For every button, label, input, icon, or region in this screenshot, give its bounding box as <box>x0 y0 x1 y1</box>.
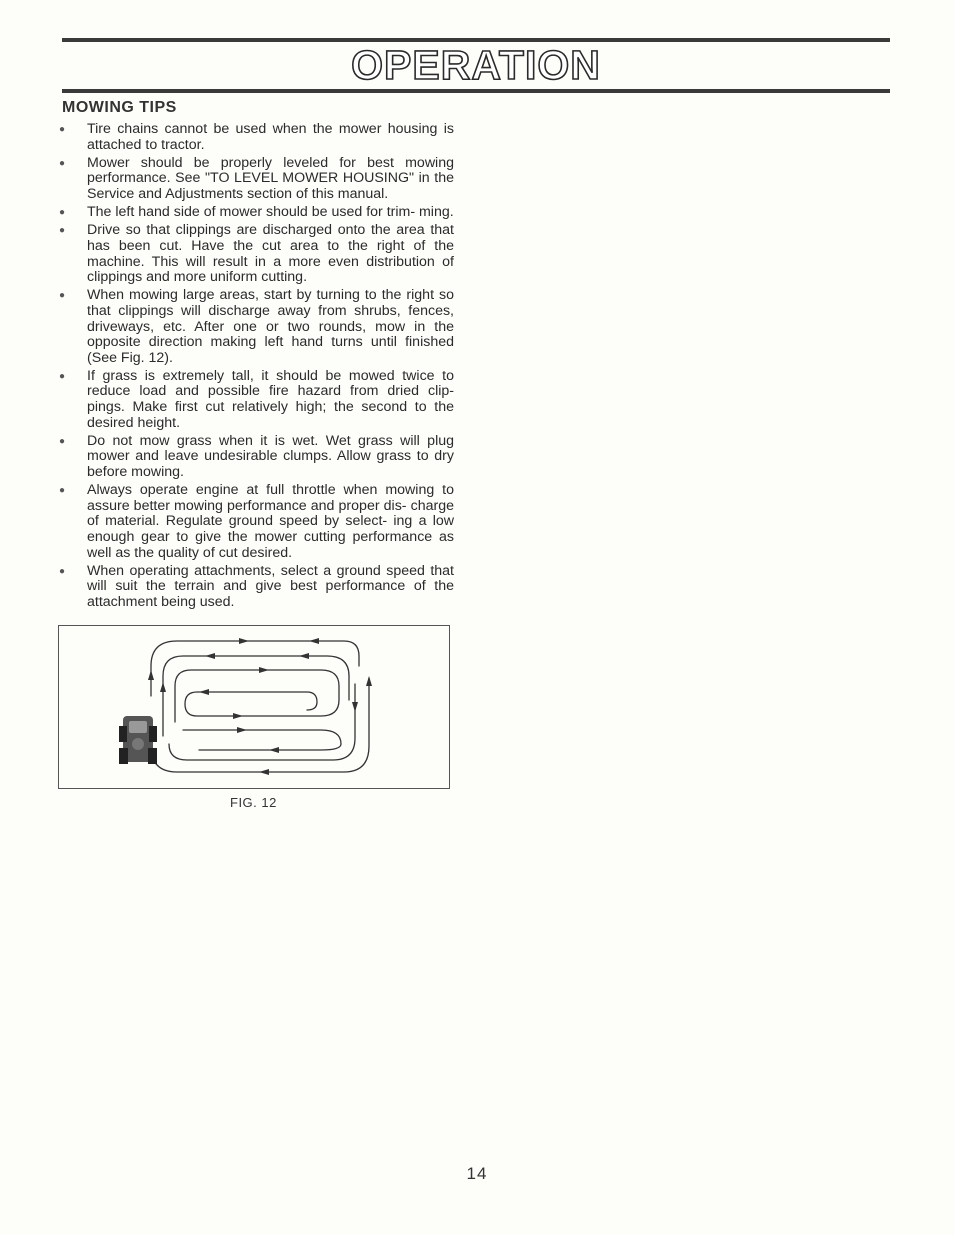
mowing-pattern-diagram <box>59 626 451 790</box>
arrow-head <box>239 638 249 644</box>
arrow-head <box>352 702 358 712</box>
list-item <box>58 564 454 611</box>
bullet-icon: ● <box>59 565 66 577</box>
list-item <box>58 156 454 203</box>
tip-text: Do not mow grass when it is wet. Wet grass will plug mower and leave undesirable clumps. Allow grass to dry before mowing. <box>87 432 454 481</box>
list-item <box>58 369 454 431</box>
mowing-tips-list <box>58 122 454 613</box>
arrow-head <box>259 667 269 673</box>
list-item <box>58 205 454 221</box>
tip-text: Drive so that clippings are discharged onto the area that has been cut. Have the cut area to the right of the machine. This will result in a more even distribution of clippings and more uniform cutting. <box>87 222 454 286</box>
bullet-icon: ● <box>59 370 66 382</box>
bullet-icon: ● <box>59 157 66 169</box>
arrow-head <box>205 653 215 659</box>
arrow-head <box>309 638 319 644</box>
arrow-head <box>160 682 166 692</box>
list-item <box>58 223 454 285</box>
tip-text: If grass is extremely tall, it should be mowed twice to reduce load and possible fire hazard from dried clip- pings. Make first cut relatively high; the second to the desired height. <box>87 367 454 431</box>
bullet-icon: ● <box>59 225 66 237</box>
second-right <box>169 684 355 760</box>
tip-text: When mowing large areas, start by turning to the right so that clippings will discharge away from shrubs, fences, driveways, etc. After one or two rounds, mow in the opposite direction making left hand turns until finished (See Fig. 12). <box>87 287 454 366</box>
bullet-icon: ● <box>59 207 66 219</box>
tractor-icon <box>119 716 157 764</box>
bullet-icon: ● <box>59 435 66 447</box>
outer-path <box>151 641 359 696</box>
list-item <box>58 122 454 153</box>
tip-text: The left hand side of mower should be used for trim- ming. <box>87 204 454 221</box>
tip-text: Always operate engine at full throttle when mowing to assure better mowing performance and proper dis- charge of material. Regulate ground speed by select- ing a low enough gear to give the mower cutting performance as well as the quality of cut desired. <box>87 482 454 561</box>
header-rule-bottom <box>62 89 890 93</box>
arrow-head <box>237 727 247 733</box>
arrow-head <box>366 676 372 686</box>
section-heading: MOWING TIPS <box>62 99 177 116</box>
list-item <box>58 483 454 561</box>
arrow-head <box>269 747 279 753</box>
second-loop <box>163 656 349 736</box>
list-item <box>58 288 454 366</box>
arrow-head <box>148 670 154 680</box>
figure-caption: FIG. 12 <box>230 795 277 810</box>
bullet-icon: ● <box>59 290 66 302</box>
list-item <box>58 434 454 481</box>
third-inner <box>183 730 341 750</box>
page-title: OPERATION <box>351 42 601 88</box>
bullet-icon: ● <box>59 485 66 497</box>
tip-text: When operating attachments, select a ground speed that will suit the terrain and give best performance of the attachment being used. <box>87 562 454 610</box>
tip-text: Tire chains cannot be used when the mower housing is attached to tractor. <box>87 121 454 153</box>
arrow-head <box>259 769 269 775</box>
arrow-head <box>199 689 209 695</box>
bullet-icon: ● <box>59 124 66 135</box>
mowing-pattern-figure <box>58 625 450 789</box>
page-number: 14 <box>466 1164 488 1183</box>
arrow-head <box>233 713 243 719</box>
tip-text: Mower should be properly leveled for best mowing performance. See "TO LEVEL MOWER HOUSING" in the Service and Adjustments section of this manual. <box>87 154 454 202</box>
arrow-head <box>299 653 309 659</box>
third-loop <box>175 670 339 722</box>
